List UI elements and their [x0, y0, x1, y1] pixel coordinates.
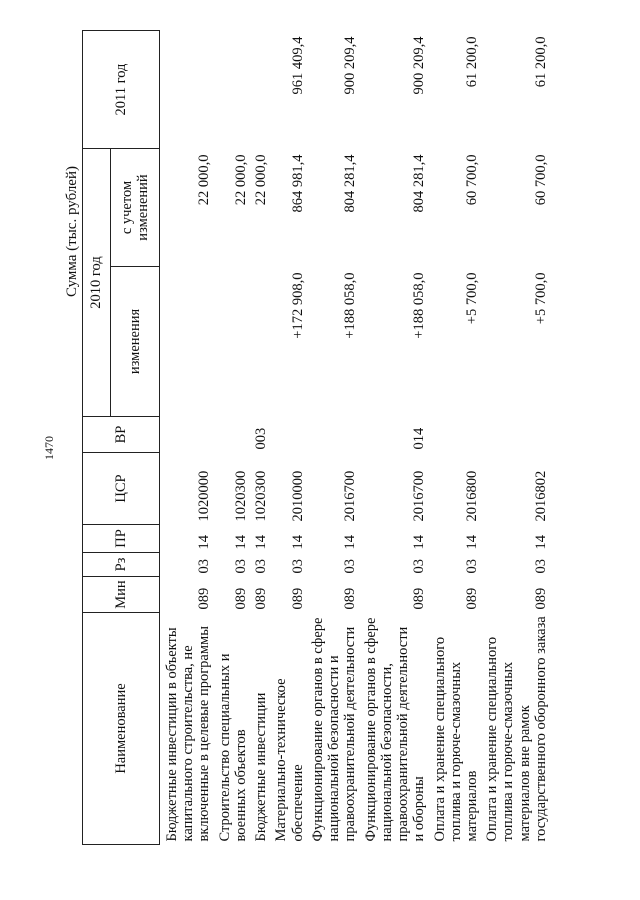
- row-with-changes: 22 000,0: [232, 154, 249, 206]
- row-changes: [251, 267, 271, 417]
- row-rz: 03: [463, 559, 480, 574]
- row-rz: 03: [289, 559, 306, 574]
- row-csr: 1020300: [253, 470, 270, 522]
- header-name: Наименование: [83, 613, 160, 845]
- row-vr: [430, 417, 483, 453]
- header-min: Мин: [83, 577, 160, 613]
- row-min: 089: [342, 587, 359, 610]
- row-min: 089: [532, 587, 549, 610]
- row-csr: 2016802: [532, 470, 549, 522]
- row-rz: 03: [232, 559, 249, 574]
- table-row: [430, 31, 483, 845]
- row-pr: 14: [342, 535, 359, 550]
- header-pr: ПР: [83, 525, 160, 553]
- row-name: Оплата и хранение специального топлива и горюче-смазочных материалов: [431, 636, 480, 842]
- header-year-2010: 2010 год: [83, 149, 111, 417]
- table-row: [271, 31, 307, 845]
- units-caption: Сумма (тыс. рублей): [64, 166, 80, 298]
- row-vr: [482, 417, 551, 453]
- row-name: Функционирование органов в сфере национальной безопасности и правоохранительной деятельности: [309, 617, 359, 842]
- row-csr: 2016800: [463, 470, 480, 522]
- row-2011: 61 200,0: [463, 36, 480, 88]
- header-with-changes: с учетом изменений: [110, 149, 159, 267]
- row-name: Строительство специальных и военных объектов: [216, 653, 249, 842]
- header-year-2011: 2011 год: [83, 31, 160, 149]
- row-with-changes: 60 700,0: [532, 154, 549, 206]
- row-vr: 003: [253, 427, 270, 450]
- row-2011: 900 209,4: [411, 36, 428, 95]
- row-changes: +188 058,0: [411, 272, 428, 339]
- row-min: 089: [289, 587, 306, 610]
- row-with-changes: 804 281,4: [342, 154, 359, 213]
- row-pr: 14: [232, 535, 249, 550]
- row-changes: [160, 267, 215, 417]
- row-name: Бюджетные инвестиции в объекты капитального строительства, не включенные в целевые программы: [164, 626, 213, 842]
- row-with-changes: 804 281,4: [411, 154, 428, 213]
- table-row: [251, 31, 271, 845]
- row-with-changes: 22 000,0: [196, 154, 213, 206]
- row-changes: +5 700,0: [532, 272, 549, 325]
- header-vr: ВР: [83, 417, 160, 453]
- row-changes: +172 908,0: [289, 272, 306, 339]
- row-name: Функционирование органов в сфере национальной безопасности, правоохранительной деятельности и обороны: [362, 617, 428, 842]
- table-row: [482, 31, 551, 845]
- row-vr: [308, 417, 361, 453]
- row-2011: 961 409,4: [289, 36, 306, 95]
- header-csr: ЦСР: [83, 453, 160, 525]
- row-changes: +5 700,0: [463, 272, 480, 325]
- row-changes: +188 058,0: [342, 272, 359, 339]
- row-2011: 61 200,0: [532, 36, 549, 88]
- row-rz: 03: [532, 559, 549, 574]
- row-pr: 14: [253, 535, 270, 550]
- row-2011: 900 209,4: [342, 36, 359, 95]
- row-min: 089: [463, 587, 480, 610]
- row-csr: 1020300: [232, 470, 249, 522]
- row-csr: 2016700: [411, 470, 428, 522]
- row-rz: 03: [342, 559, 359, 574]
- row-with-changes: 60 700,0: [463, 154, 480, 206]
- row-with-changes: 22 000,0: [253, 154, 270, 206]
- row-vr: 014: [411, 427, 428, 450]
- header-changes: изменения: [110, 267, 159, 417]
- row-vr: [160, 417, 215, 453]
- row-vr: [215, 417, 251, 453]
- table-row: [215, 31, 251, 845]
- row-min: 089: [232, 587, 249, 610]
- row-csr: 2016700: [342, 470, 359, 522]
- row-min: 089: [253, 587, 270, 610]
- row-pr: 14: [289, 535, 306, 550]
- row-pr: 14: [196, 535, 213, 550]
- row-min: 089: [196, 587, 213, 610]
- row-2011: [251, 31, 271, 149]
- row-rz: 03: [253, 559, 270, 574]
- table-row: [308, 31, 361, 845]
- row-with-changes: 864 981,4: [289, 154, 306, 213]
- row-rz: 03: [411, 559, 428, 574]
- table-row: [361, 31, 430, 845]
- row-csr: 2010000: [289, 470, 306, 522]
- table-row: [160, 31, 215, 845]
- row-pr: 14: [411, 535, 428, 550]
- table-body: [160, 31, 552, 845]
- row-csr: 1020000: [196, 470, 213, 522]
- row-pr: 14: [463, 535, 480, 550]
- row-min: 089: [411, 587, 428, 610]
- row-name: Материально-техническое обеспечение: [273, 678, 306, 842]
- row-pr: 14: [532, 535, 549, 550]
- row-changes: [215, 267, 251, 417]
- header-rz: Рз: [83, 553, 160, 577]
- row-2011: [160, 31, 215, 149]
- budget-table: [82, 30, 551, 845]
- row-2011: [215, 31, 251, 149]
- row-name: Бюджетные инвестиции: [253, 692, 270, 842]
- row-vr: [271, 417, 307, 453]
- row-name: Оплата и хранение специального топлива и горюче-смазочных материалов вне рамок государственного оборонного заказа: [484, 616, 549, 842]
- row-rz: 03: [196, 559, 213, 574]
- page-number: 1470: [42, 436, 56, 460]
